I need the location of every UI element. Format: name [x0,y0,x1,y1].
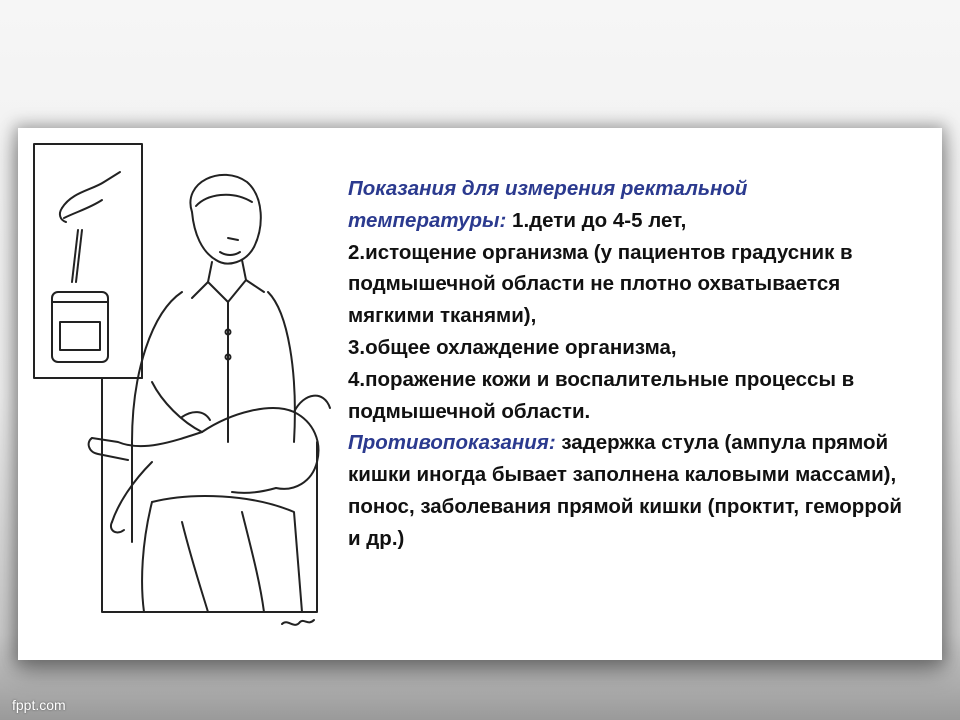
slide-card [18,128,942,660]
watermark: fppt.com [12,697,66,713]
indications-heading: Показания для измерения ректальной температуры: [348,177,748,232]
contraindications-heading: Противопоказания: [348,431,556,455]
indications-list: 1.дети до 4-5 лет, 2.истощение организма (у пациентов градусник в подмышечной области не плотно охватывается мягкими тканями), 3.общее охлаждение организма, 4.поражение кожи и воспалительные процессы в подмышечной области. [348,208,855,423]
nurse-holding-child-illustration [32,142,332,642]
slide-text [348,173,908,555]
contraindications-text: задержка стула (ампула прямой кишки иногда бывает заполнена каловыми массами), понос, заболевания прямой кишки (проктит, геморрой и др.) [348,431,902,550]
